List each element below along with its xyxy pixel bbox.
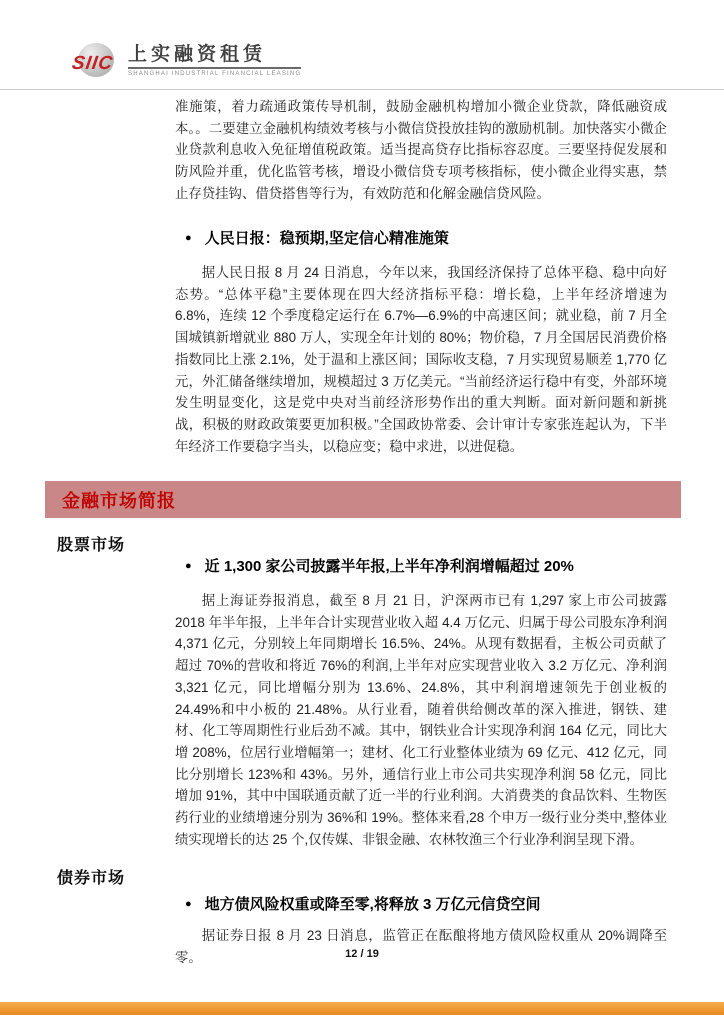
siic-logo-icon xyxy=(70,41,118,81)
bullet-icon: ● xyxy=(185,898,192,910)
company-name-en: SHANGHAI INDUSTRIAL FINANCIAL LEASING xyxy=(128,71,302,78)
policy-paragraph: 据人民日报 8 月 24 日消息，今年以来，我国经济保持了总体平稳、稳中向好态势。“总体平稳”主要体现在四大经济指标平稳：增长稳，上半年经济增速为 6.8%，连续 12 个季度稳定运行在 6.7%—6.9%的中高速区间；就业稳，前 7 月全国城镇新增就业 880 万人，实现全年计划的 80%；物价稳，7 月全国居民消费价格指数同比上涨 2.1%，处于温和上涨区间；国际收支稳，7 月实现贸易顺差 1,770 亿元，外汇储备继续增加，规模超过 3 万亿美元。“当前经济运行稳中有变，外部环境发生明显变化，这是党中央对当前经济形势作出的重大判断。面对新问题和新挑战，积极的财政政策要更加积极。”全国政协常委、会计审计专家张连起认为，下半年经济工作要稳字当头，以稳应变；稳中求进，以进促稳。 xyxy=(175,265,667,454)
bond-market-paragraph: 据证券日报 8 月 23 日消息，监管正在酝酿将地方债风险权重从 20%调降至零。 xyxy=(175,928,667,965)
page-header xyxy=(70,36,302,86)
stock-market-paragraph: 据上海证券报消息，截至 8 月 21 日，沪深两市已有 1,297 家上市公司披露 2018 年半年报，上半年合计实现营业收入超 4.4 万亿元、归属于母公司股东净利润 4,371 亿元，分别较上年同期增长 16.5%、24%。从现有数据看，主板公司贡献了超过 70%的营收和将近 76%的利润,上半年对应实现营业收入 3.2 万亿元、净利润 3,321 亿元，同比增幅分别为 13.6%、24.8%，其中利润增速领先于创业板的 24.49%和中小板的 21.48%。从行业看，随着供给侧改革的深入推进，钢铁、建材、化工等周期性行业后劲不减。其中，钢铁业合计实现净利润 164 亿元，同比大增 208%，位居行业增幅第一；建材、化工行业整体业绩为 69 亿元、412 亿元，同比分别增长 123%和 43%。另外，通信行业上市公司共实现净利润 58 亿元，同比增加 91%，其中中国联通贡献了近一半的行业利润。大消费类的食品饮料、生物医药行业的业绩增速分别为 36%和 19%。整体来看,28 个申万一级行业分类中,整体业绩实现增长的达 25 个,仅传媒、非银金融、农林牧渔三个行业净利润呈现下滑。 xyxy=(175,593,667,847)
page-number: 12 / 19 xyxy=(345,948,379,960)
headline-bond-market xyxy=(175,893,685,914)
headline-text: 地方债风险权重或降至零,将释放 3 万亿元信贷空间 xyxy=(204,896,541,913)
section-label-stock-market: 股票市场 xyxy=(57,537,126,554)
company-name-cn: 上实融资租赁 xyxy=(128,45,301,70)
policy-paragraph-continued: 准施策，着力疏通政策传导机制，鼓励金融机构增加小微企业贷款，降低融资成本。。二要建立金融机构绩效考核与小微信贷投放挂钩的激励机制。加快落实小微企业贷款利息收入免征增值税政策。适当提高贷存比指标容忍度。三要坚持促发展和防风险并重，优化监管考核，增设小微信贷专项考核指标，使小微企业得实惠，禁止存贷挂钩、借贷搭售等行为，有效防范和化解金融信贷风险。 xyxy=(175,99,667,201)
section-label-bond-market: 债券市场 xyxy=(57,870,126,887)
headline-text: 人民日报：稳预期,坚定信心精准施策 xyxy=(204,230,449,247)
logo-siic-text: SIIC xyxy=(70,53,115,74)
headline-stock-market xyxy=(175,555,685,576)
logo-text-block xyxy=(128,45,301,78)
header-divider xyxy=(0,89,724,90)
footer-accent-bar xyxy=(0,1002,724,1015)
company-logo xyxy=(70,41,302,81)
headline-peoples-daily xyxy=(175,227,685,248)
bullet-icon: ● xyxy=(185,560,192,572)
bullet-icon: ● xyxy=(185,232,192,244)
section-banner-financial-markets xyxy=(45,481,681,518)
headline-text: 近 1,300 家公司披露半年报,上半年净利润增幅超过 20% xyxy=(204,558,574,575)
banner-title: 金融市场简报 xyxy=(62,490,176,511)
